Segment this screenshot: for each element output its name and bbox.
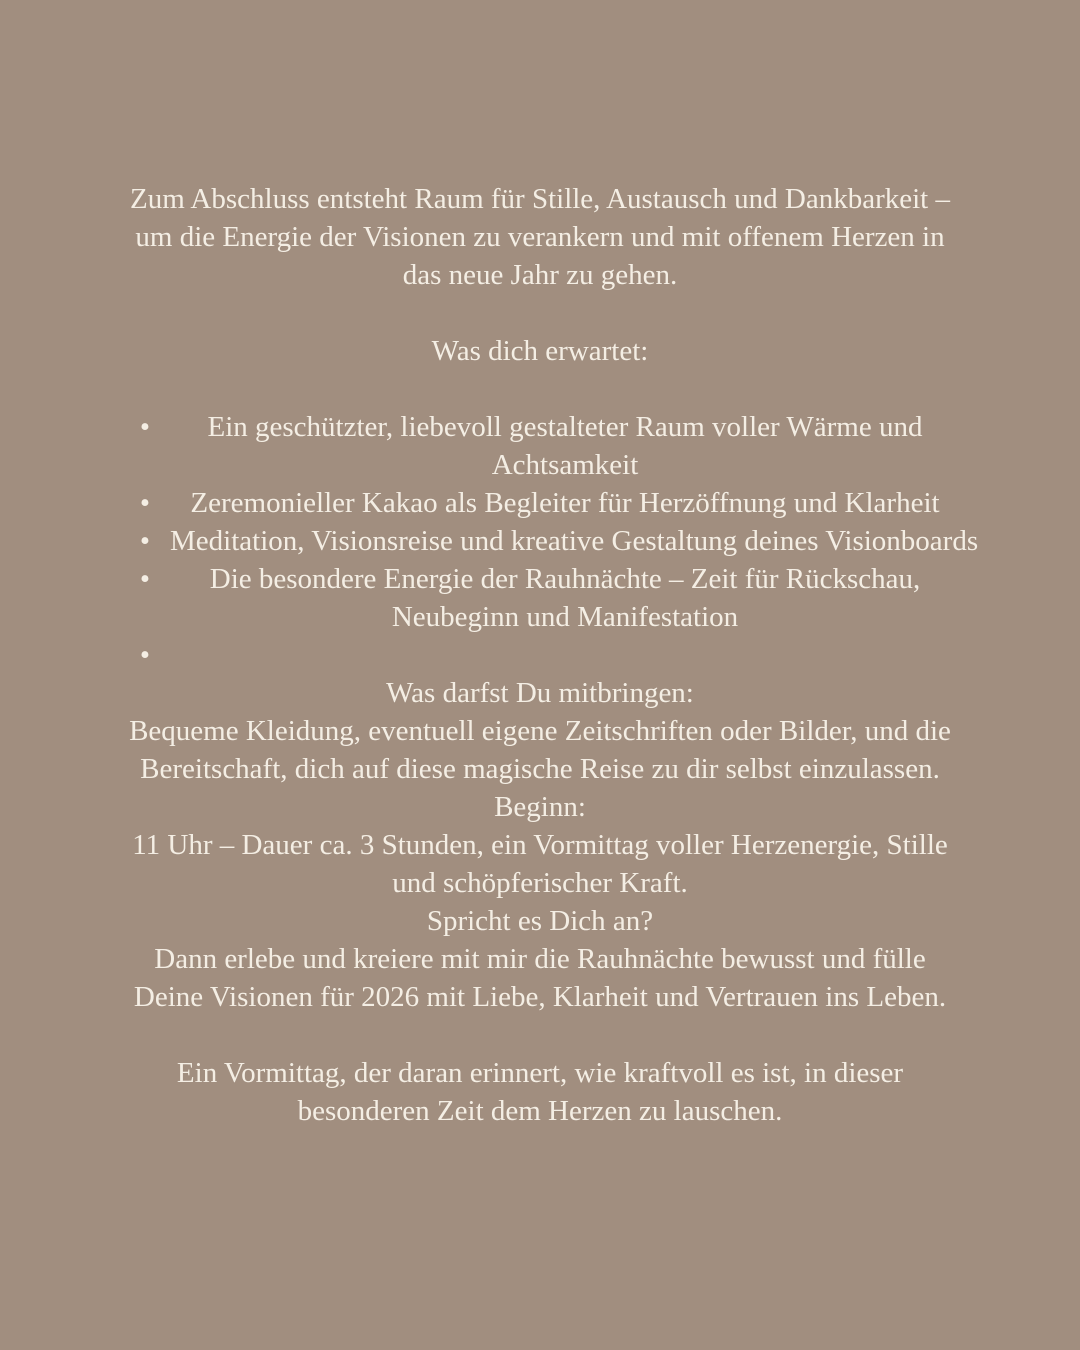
bullet-item-text: Zeremonieller Kakao als Begleiter für Herzöffnung und Klarheit: [190, 487, 940, 519]
invite-line-2: Deine Visionen für 2026 mit Liebe, Klarheit und Vertrauen ins Leben.: [133, 981, 947, 1013]
bullet-item-meditation: [120, 522, 979, 560]
bullet-item-protected-space: [120, 408, 960, 484]
bullet-icon: •: [139, 639, 151, 671]
bullet-icon: •: [139, 525, 151, 557]
begin-line-2: und schöpferischer Kraft.: [392, 867, 688, 899]
closing-line-1: Ein Vormittag, der daran erinnert, wie kraftvoll es ist, in dieser: [176, 1057, 904, 1089]
bullet-item-empty: [120, 636, 960, 674]
closing-line-2: besonderen Zeit dem Herzen zu lauschen.: [297, 1095, 783, 1127]
bullet-item-cacao: [120, 484, 960, 522]
intro-line-3: das neue Jahr zu gehen.: [402, 259, 678, 291]
blank-line: [120, 1016, 960, 1054]
blank-line: [120, 370, 960, 408]
closing-paragraph: [120, 1054, 960, 1130]
begin-section: [120, 788, 960, 902]
expect-bullet-list: [120, 408, 979, 674]
bullet-item-text: Ein geschützter, liebevoll gestalteter Raum voller Wärme und Achtsamkeit: [207, 411, 923, 481]
blank-line: [120, 294, 960, 332]
bullet-icon: •: [139, 563, 151, 595]
bullet-item-text: [170, 636, 960, 674]
invite-section: [120, 902, 960, 1016]
bullet-icon: •: [139, 487, 151, 519]
intro-paragraph: [120, 180, 960, 294]
bullet-item-rauhnaechte-energy: [120, 560, 960, 636]
begin-section-heading: Beginn:: [494, 791, 586, 823]
begin-line-1: 11 Uhr – Dauer ca. 3 Stunden, ein Vormittag voller Herzenergie, Stille: [132, 829, 948, 861]
bring-section-heading: Was darfst Du mitbringen:: [386, 677, 694, 709]
invite-line-1: Dann erlebe und kreiere mit mir die Rauhnächte bewusst und fülle: [154, 943, 926, 975]
invite-question: Spricht es Dich an?: [426, 905, 654, 937]
bring-section: [120, 674, 960, 788]
bring-line-2: Bereitschaft, dich auf diese magische Reise zu dir selbst einzulassen.: [140, 753, 940, 785]
intro-line-2: um die Energie der Visionen zu verankern und mit offenem Herzen in: [135, 221, 945, 253]
text-block: [120, 180, 979, 1130]
expect-section-heading: Was dich erwartet:: [431, 335, 649, 367]
intro-line-1: Zum Abschluss entsteht Raum für Stille, Austausch und Dankbarkeit –: [130, 183, 950, 215]
bring-line-1: Bequeme Kleidung, eventuell eigene Zeitschriften oder Bilder, und die: [129, 715, 951, 747]
bullet-item-text: Die besondere Energie der Rauhnächte – Zeit für Rückschau, Neubeginn und Manifestation: [209, 563, 921, 633]
bullet-icon: •: [139, 411, 151, 443]
bullet-item-text: Meditation, Visionsreise und kreative Gestaltung deines Visionboards: [170, 525, 979, 557]
